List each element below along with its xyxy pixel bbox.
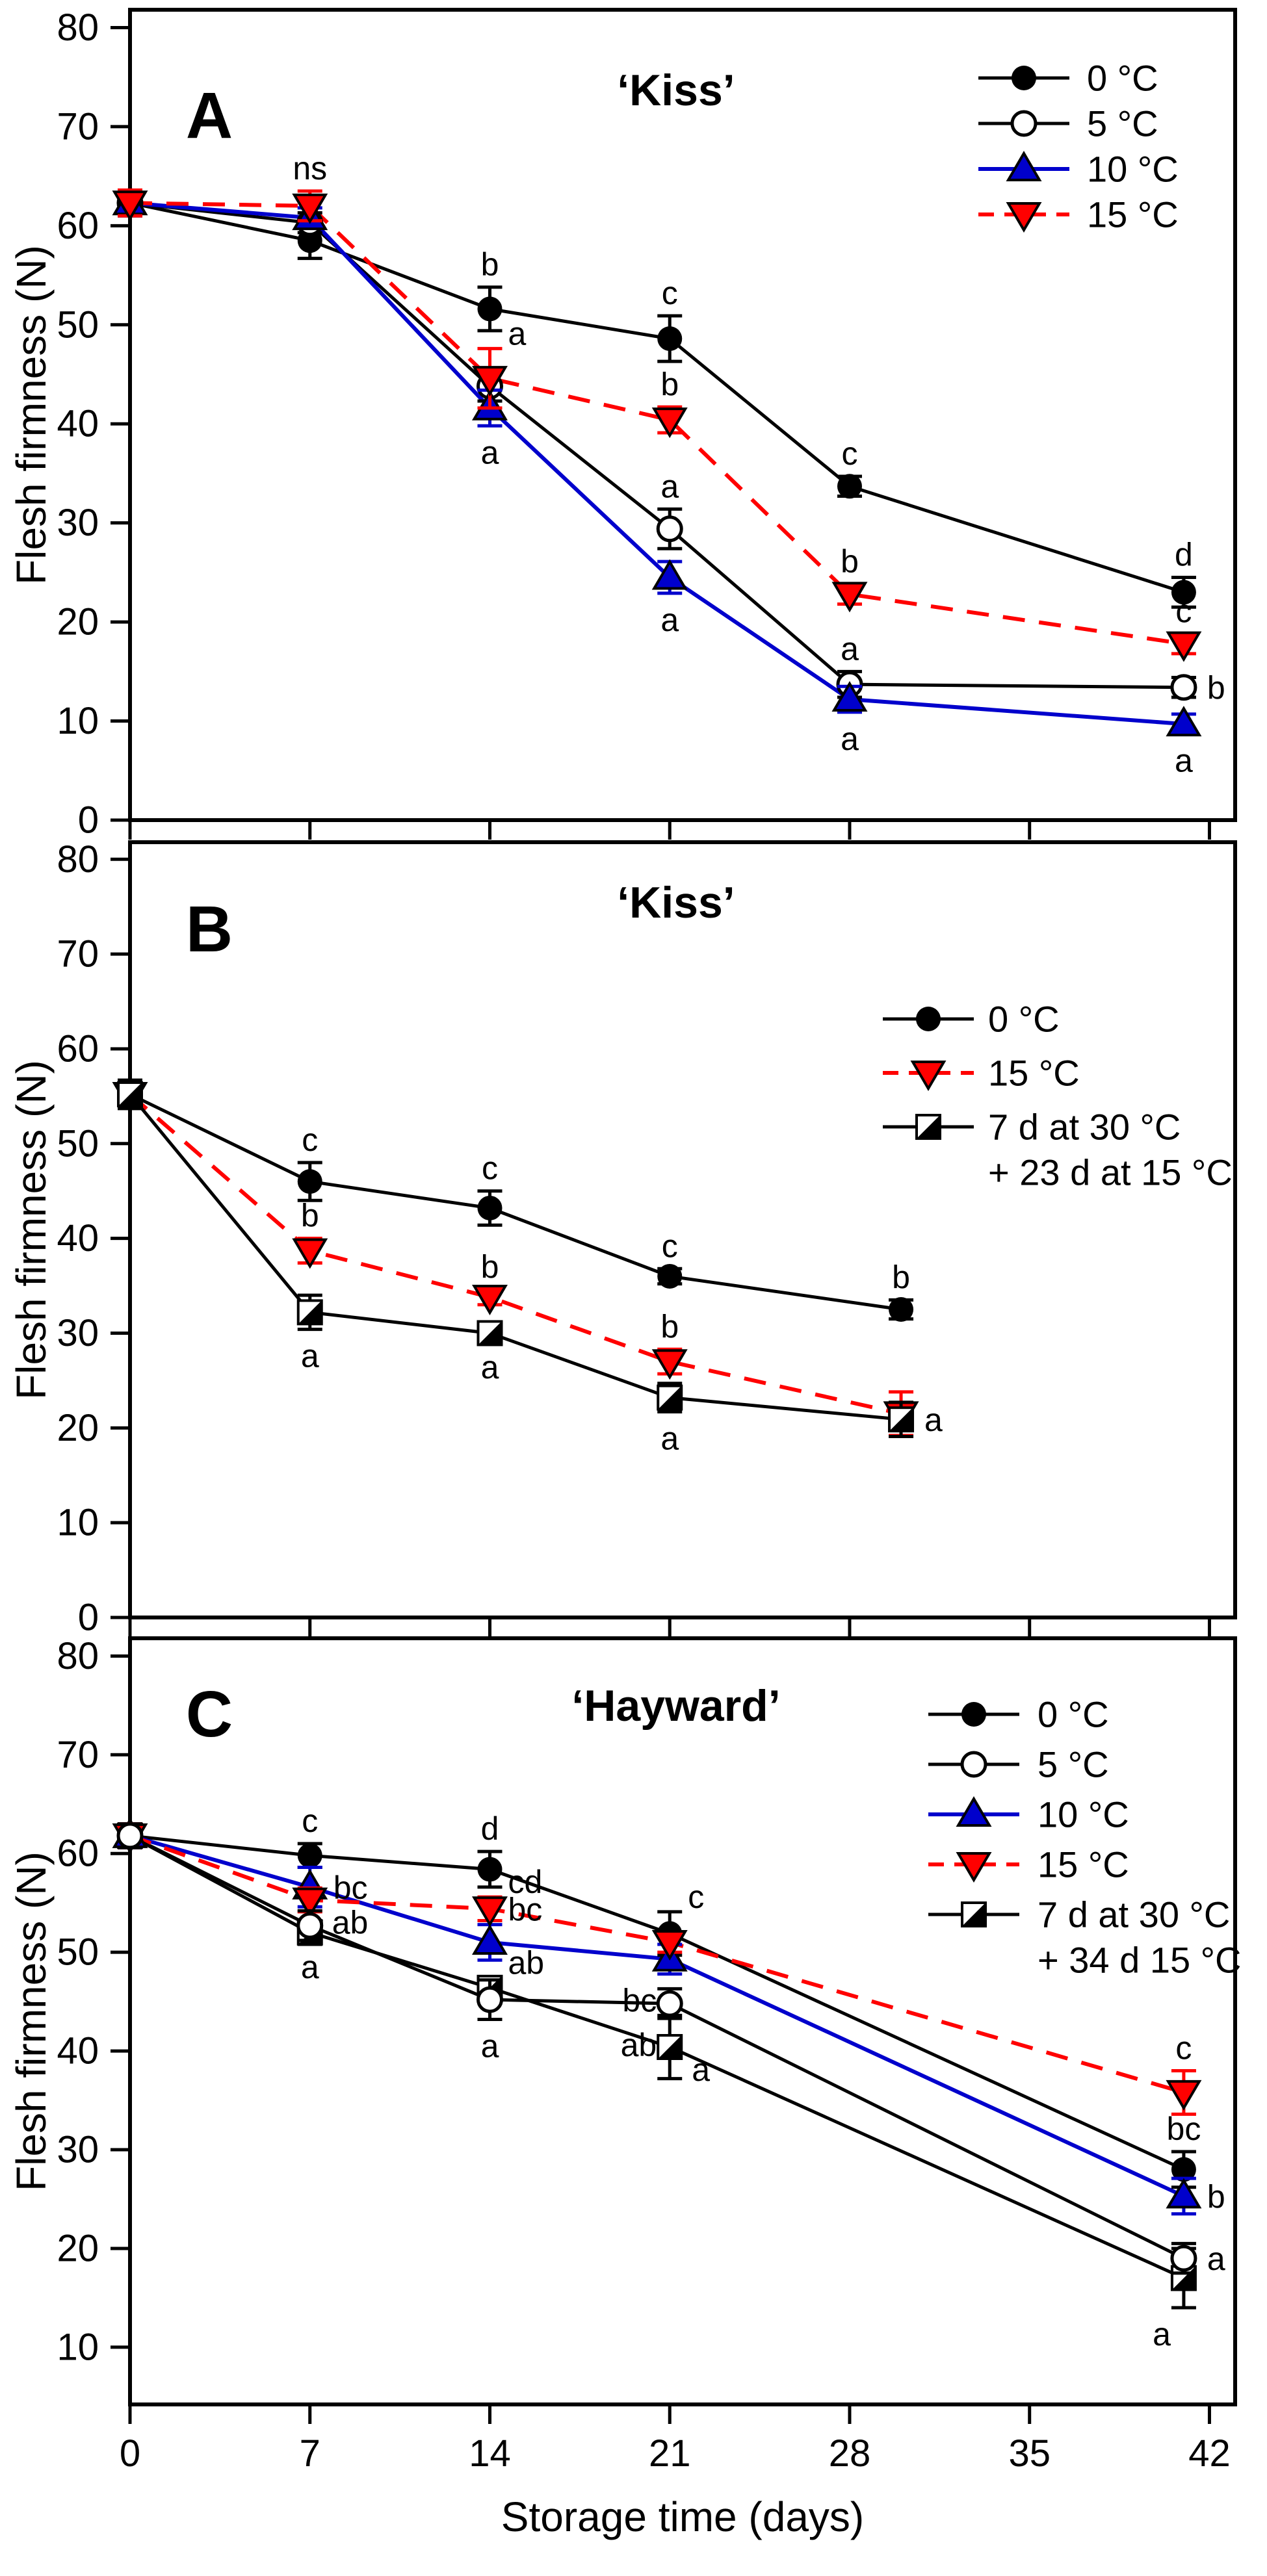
marker-down-triangle: [1168, 633, 1199, 660]
sig-letter: ab: [332, 1904, 369, 1941]
y-axis-title: Flesh firmness (N): [8, 1060, 55, 1400]
x-axis: [130, 2404, 1209, 2424]
y-tick-label: 50: [57, 1931, 99, 1974]
legend-label: 7 d at 30 °C: [988, 1106, 1181, 1148]
y-axis: [57, 1635, 130, 2369]
legend-label: 0 °C: [988, 998, 1060, 1040]
sig-letter: a: [1153, 2316, 1171, 2353]
y-tick-label: 10: [57, 2326, 99, 2369]
y-tick-label: 80: [57, 1634, 99, 1677]
y-tick-label: 30: [57, 502, 99, 545]
sig-letter: b: [892, 1259, 910, 1296]
legend-label: 15 °C: [1038, 1844, 1129, 1885]
y-tick-label: 20: [57, 600, 99, 643]
sig-letter: d: [480, 1810, 499, 1848]
marker-open-circle: [298, 1914, 322, 1937]
y-tick-label: 70: [57, 105, 99, 148]
sig-letter: d: [1175, 536, 1193, 573]
marker-filled-circle: [961, 1702, 986, 1727]
legend-label: 5 °C: [1038, 1744, 1109, 1785]
y-tick-label: 70: [57, 1733, 99, 1776]
sig-letter: c: [481, 1150, 498, 1187]
marker-filled-circle: [477, 1857, 502, 1882]
sig-letter: c: [1175, 2029, 1192, 2067]
x-axis: [130, 1617, 1209, 1637]
y-tick-label: 20: [57, 1406, 99, 1449]
series-line-3: [130, 203, 1184, 643]
marker-filled-circle: [889, 1297, 913, 1322]
x-tick-label: 7: [299, 2432, 320, 2475]
series-line-2: [130, 203, 1184, 724]
sig-letter: a: [692, 2052, 711, 2089]
legend-label: 10 °C: [1038, 1794, 1129, 1835]
x-tick-label: 21: [648, 2432, 691, 2475]
sig-letter: b: [660, 1308, 679, 1345]
panel-title: ‘Hayward’: [571, 1681, 781, 1731]
legend-label: 15 °C: [988, 1052, 1080, 1094]
sig-letter: b: [480, 246, 499, 283]
y-tick-label: 50: [57, 1122, 99, 1165]
y-tick-label: 10: [57, 700, 99, 743]
y-axis-title: Flesh firmness (N): [8, 245, 55, 585]
x-tick-label: 0: [119, 2432, 141, 2475]
series-points-1: [118, 190, 1196, 699]
sig-letter: c: [688, 1878, 705, 1915]
y-axis: [57, 6, 130, 842]
panel-A: [8, 6, 1235, 842]
sig-letter: c: [302, 1121, 319, 1158]
y-tick-label: 80: [57, 838, 99, 881]
marker-open-circle: [1172, 676, 1195, 699]
sig-letter: bc: [1166, 2111, 1201, 2148]
series-line-0: [130, 1094, 901, 1309]
y-axis: [57, 838, 130, 1639]
x-tick-label: 35: [1008, 2432, 1051, 2475]
x-tick-label: 14: [469, 2432, 511, 2475]
marker-filled-circle: [298, 1169, 322, 1194]
sig-letter: b: [1207, 2178, 1225, 2215]
marker-filled-circle: [657, 1264, 682, 1289]
x-axis-labels: [120, 2432, 1231, 2540]
sig-letter: a: [300, 1948, 319, 1985]
sig-letter: a: [508, 315, 527, 352]
significance-letters: [293, 150, 1225, 779]
marker-open-circle: [658, 1992, 681, 2015]
sig-letter: b: [480, 1248, 499, 1285]
legend-label: 0 °C: [1038, 1694, 1109, 1735]
y-tick-label: 70: [57, 933, 99, 975]
marker-open-circle: [658, 517, 681, 541]
marker-up-triangle: [958, 1799, 989, 1825]
sig-letter: b: [1207, 669, 1225, 706]
sig-letter: a: [924, 1402, 943, 1439]
y-tick-label: 20: [57, 2227, 99, 2270]
legend-label-line2: + 34 d 15 °C: [1038, 1939, 1242, 1981]
marker-open-circle: [118, 1824, 142, 1848]
sig-letter: c: [302, 1803, 319, 1840]
marker-filled-circle: [657, 326, 682, 351]
legend-C: [928, 1694, 1242, 1981]
y-axis-title: Flesh firmness (N): [8, 1851, 55, 2191]
x-axis-title: Storage time (days): [501, 2493, 865, 2540]
plot-frame: [130, 842, 1235, 1617]
legend-label: 10 °C: [1087, 148, 1179, 190]
legend-B: [883, 999, 1233, 1193]
marker-down-triangle: [958, 1853, 989, 1880]
sig-letter: ab: [508, 1944, 545, 1981]
legend-label: 0 °C: [1087, 57, 1158, 99]
sig-letter: ab: [620, 2026, 657, 2063]
sig-letter: c: [661, 1228, 678, 1265]
sig-letter: c: [661, 275, 678, 312]
marker-filled-circle: [477, 1196, 502, 1220]
y-tick-label: 50: [57, 303, 99, 346]
x-tick-label: 42: [1188, 2432, 1231, 2475]
series-points-1: [114, 1082, 917, 1436]
y-tick-label: 40: [57, 1217, 99, 1260]
y-tick-label: 60: [57, 204, 99, 247]
sig-letter: c: [841, 435, 858, 472]
sig-letter: a: [660, 1420, 679, 1457]
marker-filled-circle: [1012, 66, 1036, 90]
marker-filled-circle: [837, 474, 862, 498]
series-points-4: [118, 1824, 1196, 2308]
marker-down-triangle: [1168, 2081, 1199, 2108]
marker-up-triangle: [1008, 153, 1039, 180]
sig-letter: c: [1175, 593, 1192, 630]
legend-label: 5 °C: [1087, 103, 1158, 144]
sig-letter: b: [300, 1197, 319, 1234]
panel-title: ‘Kiss’: [617, 66, 735, 115]
series-line-1: [130, 1094, 901, 1413]
y-tick-label: 0: [77, 1596, 99, 1639]
panel-C: [8, 1635, 1242, 2424]
marker-up-triangle: [1168, 2180, 1199, 2207]
y-tick-label: 40: [57, 402, 99, 445]
series-line-1: [130, 203, 1184, 687]
sig-letter: a: [660, 468, 679, 505]
y-tick-label: 80: [57, 6, 99, 49]
marker-open-circle: [962, 1753, 986, 1776]
series-points-2: [114, 187, 1199, 735]
series-line-2: [130, 1094, 901, 1419]
sig-letter: cd: [508, 1864, 543, 1901]
marker-filled-circle: [477, 296, 502, 321]
sig-letter: a: [660, 601, 679, 638]
significance-letters: [301, 1803, 1225, 2352]
x-axis: [130, 820, 1209, 840]
marker-filled-circle: [298, 1843, 322, 1868]
series-line-0: [130, 203, 1184, 592]
y-tick-label: 60: [57, 1832, 99, 1875]
marker-down-triangle: [474, 1286, 505, 1313]
sig-letter: b: [660, 366, 679, 403]
y-tick-label: 60: [57, 1027, 99, 1070]
sig-letter: a: [841, 630, 859, 667]
y-tick-label: 30: [57, 2128, 99, 2171]
sig-letter: bc: [622, 1982, 657, 2019]
sig-letter: a: [841, 720, 859, 757]
marker-filled-circle: [916, 1007, 941, 1031]
y-tick-label: 10: [57, 1501, 99, 1544]
legend-A: [978, 58, 1179, 235]
sig-letter: a: [480, 434, 499, 471]
marker-down-triangle: [913, 1062, 944, 1088]
panel-B: [8, 838, 1235, 1639]
y-tick-label: 0: [77, 799, 99, 842]
panel-title: ‘Kiss’: [617, 878, 735, 927]
sig-letter: a: [1207, 2241, 1225, 2278]
legend-label: 15 °C: [1087, 194, 1179, 235]
sig-letter: bc: [508, 1891, 543, 1928]
marker-open-circle: [1172, 2247, 1195, 2270]
sig-letter: a: [480, 1349, 499, 1386]
x-tick-label: 28: [828, 2432, 871, 2475]
marker-down-triangle: [1008, 203, 1039, 230]
panel-letter: B: [185, 893, 233, 966]
y-tick-label: 30: [57, 1311, 99, 1354]
legend-label: 7 d at 30 °C: [1038, 1894, 1231, 1935]
sig-letter: a: [1175, 742, 1193, 779]
panel-letter: C: [185, 1678, 233, 1751]
sig-letter: bc: [333, 1869, 368, 1906]
sig-letter: ns: [293, 149, 328, 187]
marker-open-circle: [478, 1988, 501, 2011]
y-tick-label: 40: [57, 2029, 99, 2072]
sig-letter: a: [300, 1337, 319, 1374]
panel-letter: A: [185, 79, 233, 152]
series-line-2: [130, 1836, 1184, 2196]
sig-letter: b: [841, 543, 859, 580]
significance-letters: [301, 1122, 943, 1457]
marker-open-circle: [1012, 112, 1036, 135]
series-points-2: [118, 1080, 913, 1436]
legend-label-line2: + 23 d at 15 °C: [988, 1152, 1233, 1193]
series-points-0: [118, 1082, 913, 1322]
sig-letter: a: [480, 2028, 499, 2065]
